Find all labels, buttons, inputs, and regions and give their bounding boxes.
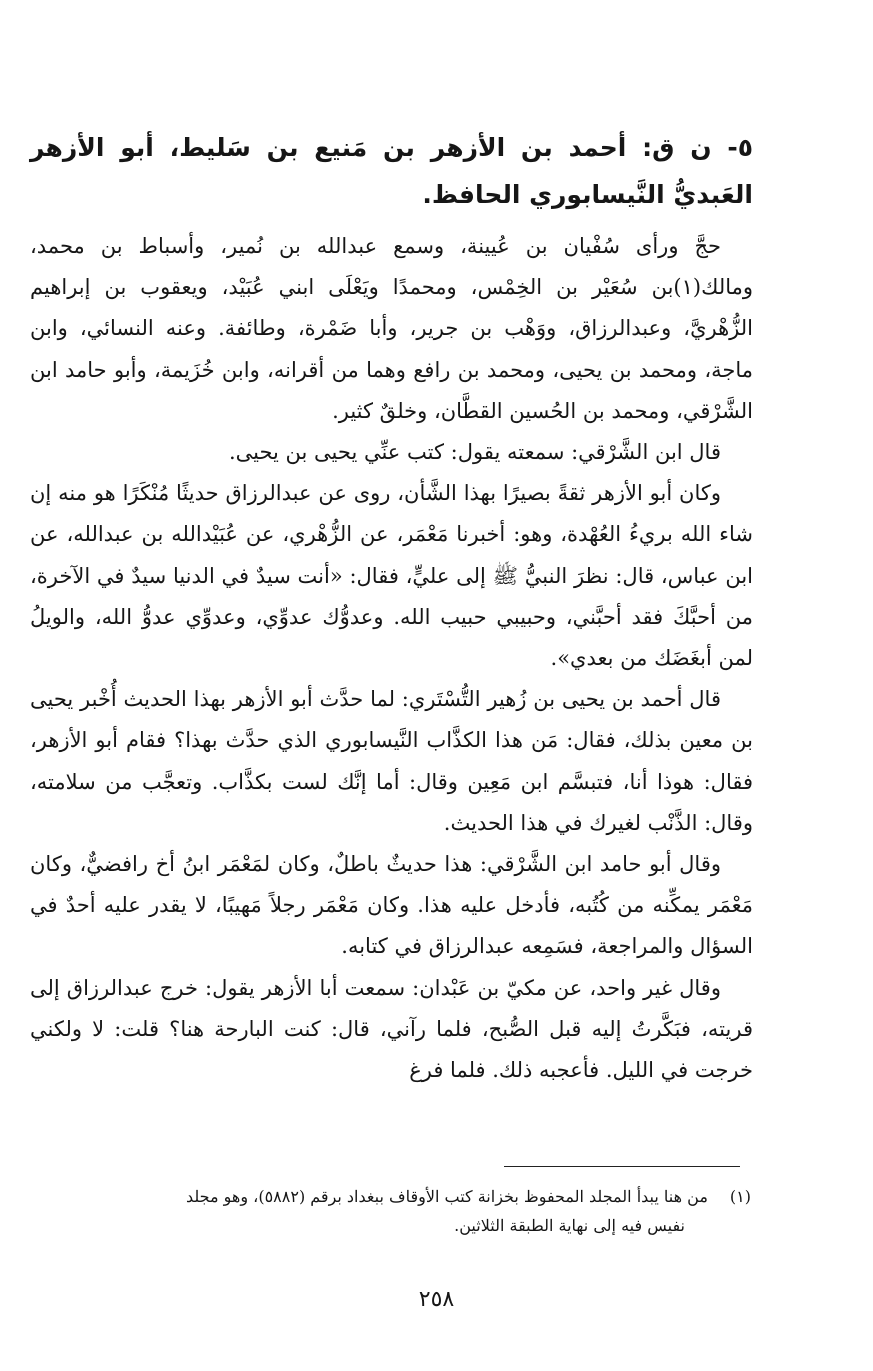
biography-paragraph: حجَّ ورأى سُفْيان بن عُيينة، وسمع عبدالله بن نُمير، وأسباط بن محمد، ومالك(١)بن سُعَيْر بن الخِمْس، ومحمدًا ويَعْلَى ابني عُبَيْد، ويعقوب بن إبراهيم الزُّهْريَّ، وعبدالرزاق، ووَهْب بن جرير، وأبا ضَمْرة، وطائفة. وعنه النسائي، وابن ماجة، ومحمد بن يحيى، ومحمد بن رافع وهما من أقرانه، وابن خُزَيمة، وأبو حامد ابن الشَّرْقي، ومحمد بن الحُسين القطَّان، وخلقٌ كثير. bbox=[30, 234, 754, 423]
footnote-text: من هنا يبدأ المجلد المحفوظ بخزانة كتب الأوقاف ببغداد برقم (٥٨٨٢)، وهو مجلد bbox=[185, 1187, 708, 1206]
footnote bbox=[31, 1182, 751, 1240]
ibn-sharqi-paragraph: وقال أبو حامد ابن الشَّرْقي: هذا حديثٌ باطلٌ، وكان لمَعْمَر ابنُ أخ رافضيٌّ، وكان مَعْمَر يمكِّنه من كُتُبه، فأدخل عليه هذا. وكان مَعْمَر رجلاً مَهيبًا، لا يقدر عليه أحدٌ في السؤال والمراجعة، فسَمِعه عبدالرزاق في كتابه. bbox=[30, 852, 753, 959]
ibn-main-paragraph: قال أحمد بن يحيى بن زُهير التُّسْتَري: لما حدَّث أبو الأزهر بهذا الحديث أُخْبر يحيى بن معين بذلك، فقال: مَن هذا الكذَّاب النَّيسابوري الذي حدَّث بهذا؟ فقام أبو الأزهر، فقال: هوذا أنا، فتبسَّم ابن مَعِين وقال: أما إنَّك لست بكذَّاب. وتعجَّب من سلامته، وقال: الذَّنْب لغيرك في هذا الحديث. bbox=[30, 687, 753, 835]
entry-heading: ٥- ن ق: أحمد بن الأزهر بن مَنيع بن سَليط، أبو الأزهر العَبديُّ النَّيسابوري الحافظ. bbox=[30, 133, 753, 209]
footnote-divider bbox=[504, 1166, 740, 1167]
quote-paragraph: قال ابن الشَّرْقي: سمعته يقول: كتب عنِّي يحيى بن يحيى. bbox=[228, 440, 721, 465]
footnote-text-continued: نفيس فيه إلى نهاية الطبقة الثلاثين. bbox=[454, 1216, 685, 1235]
makki-paragraph: وقال غير واحد، عن مكيّ بن عَبْدان: سمعت أبا الأزهر يقول: خرج عبدالرزاق إلى قريته، فبَكَّرتُ إليه قبل الصُّبح، فلما رآني، قال: كنت البارحة هنا؟ قلت: لا ولكني خرجت في الليل. فأعجبه ذلك. فلما فرغ bbox=[30, 975, 753, 1083]
hadith-paragraph: وكان أبو الأزهر ثقةً بصيرًا بهذا الشَّأن، روى عن عبدالرزاق حديثًا مُنْكَرًا هو منه إن شاء الله بريءُ العُهْدة، وهو: أخبرنا مَعْمَر، عن الزُّهْري، عن عُبَيْدالله بن عبدالله، عن ابن عباس، قال: نظرَ النبيُّ ﷺ إلى عليٍّ، فقال: «أنت سيدٌ في الدنيا سيدٌ في الآخرة، من أحبَّكَ فقد أحبَّني، وحبيبي حبيب الله. وعدوُّك عدوِّي، وعدوِّي عدوُّ الله، والويلُ لمن أبغَضَك من بعدي». bbox=[30, 481, 753, 671]
footnote-number: (١) bbox=[729, 1187, 751, 1206]
page-number: ٢٥٨ bbox=[418, 1287, 455, 1312]
